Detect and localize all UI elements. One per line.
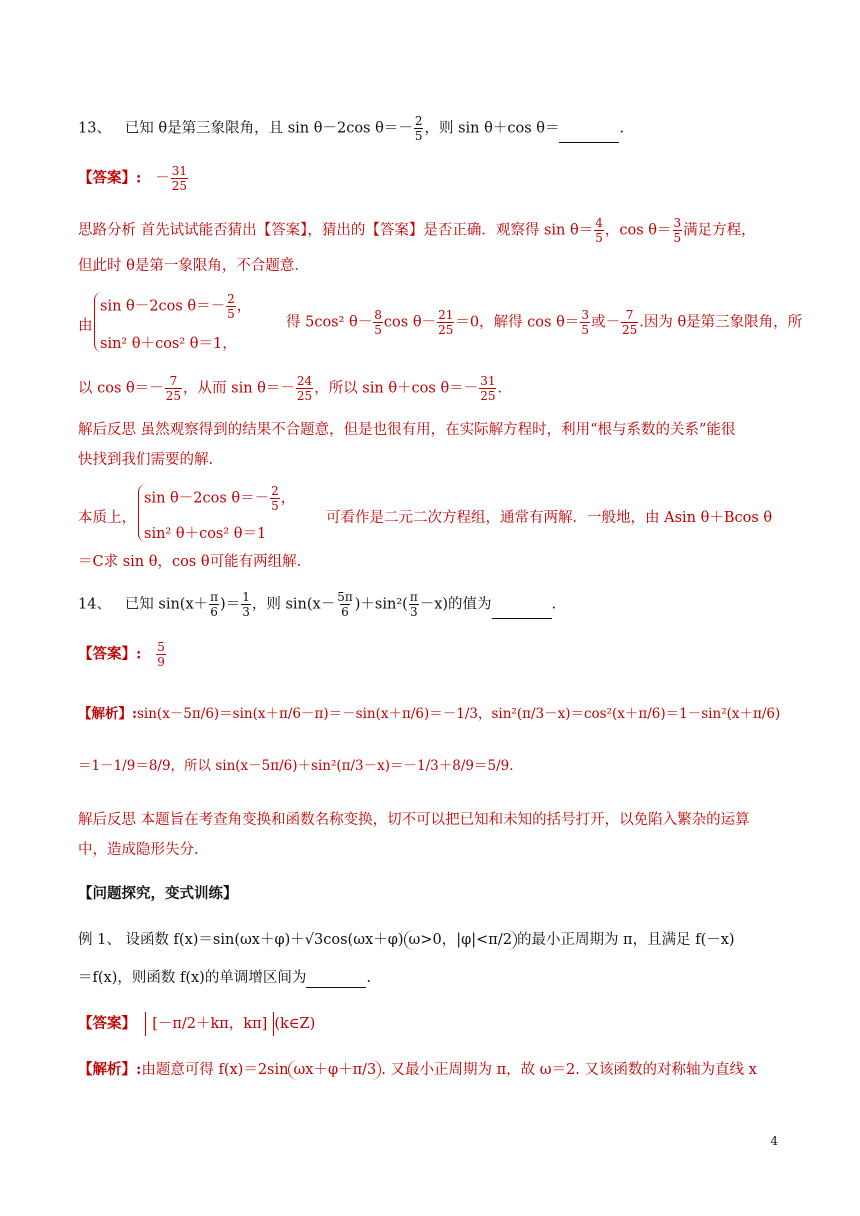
answer-interval: [－π/2＋kπ，kπ] — [145, 1012, 274, 1036]
question-13 — [78, 114, 624, 143]
essence-13: 本质上， sin θ－2cos θ＝－ $\frac{2}{5}$ ， sin² θ＋cos² θ＝1 可看作是二元二次方程组，通常有两解．一般地，由 Asin θ＋Bcos θ — [78, 484, 773, 542]
answer-blank — [492, 605, 552, 619]
essence-13-line2: ＝C求 sin θ，cos θ可能有两组解. — [78, 554, 302, 570]
example-1-line1: 例 1、 设函数 f(x)＝sin(ωx＋φ)＋√3cos(ωx＋φ) ω>0，|φ|<π/2 的最小正周期为 π，且满足 f(－x) — [78, 932, 735, 948]
solution-14-line2: ＝1－1/9＝8/9，所以 sin(x－5π/6)＋sin²(π/3－x)＝－1/3＋8/9＝5/9. — [78, 758, 514, 774]
question-number: 13、 — [78, 120, 111, 137]
question-text: 已知 θ是第三象限角，且 sin θ－2cos θ＝－ — [124, 120, 413, 137]
answer-suffix: (k∈Z) — [274, 1016, 316, 1032]
section-title: 【问题探究，变式训练】 — [78, 885, 238, 902]
answer-fraction: $\frac{5}{9}$ — [157, 640, 165, 669]
condition-bracket: ω>0，|φ|<π/2 — [404, 930, 517, 950]
solution-14-line1: 【解析】:sin(x－5π/6)＝sin(x＋π/6－π)＝－sin(x＋π/6)＝－1/3，sin²(π/3－x)＝cos²(x＋π/6)＝1－sin²(x＋π/6) — [78, 706, 781, 722]
argument-bracket: ωx＋φ＋π/3 — [288, 1060, 381, 1080]
analysis-13-line2: 但此时 θ是第一象限角，不合题意． — [78, 258, 309, 274]
solution-label: 【解析】: — [78, 706, 137, 722]
answer-fraction: $\frac{31}{25}$ — [171, 164, 187, 193]
answer-example-1 — [78, 1012, 315, 1036]
answer-label: 【答案】: — [78, 645, 142, 663]
solution-label: 【解析】: — [78, 1061, 142, 1078]
reflection-13-line1: 解后反思 虽然观察得到的结果不合题意，但是也很有用，在实际解方程时，利用“根与系数的关系”能很 — [78, 422, 736, 438]
conclusion-13: 以 cos θ＝－ $\frac{7}{25}$ ，从而 sin θ＝－ $\frac{24}{25}$ ，所以 sin θ＋cos θ＝－ $\frac{31}{25}$ . — [78, 374, 503, 403]
fraction: $\frac{2}{5}$ — [414, 114, 423, 143]
question-number: 14、 — [78, 596, 111, 613]
answer-label: 【答案】 — [78, 1015, 136, 1032]
answer-blank — [559, 129, 619, 143]
question-14: 14、 已知 sin(x＋ $\frac{\pi}{6}$ )＝ $\frac{1}{3}$ ，则 sin(x－ $\frac{5\pi}{6}$ )＋sin²( $\frac{\pi}{3}$ －x)的值为 . — [78, 590, 557, 619]
reflection-13-line2: 快找到我们需要的解. — [78, 452, 214, 468]
answer-13 — [78, 164, 189, 193]
equation-system-13: 由 sin θ－2cos θ＝－ $\frac{2}{5}$ ， sin² θ＋cos² θ＝1， 得 5cos² θ－ $\frac{8}{5}$ cos θ－ $\frac{21}{25}$ ＝0，解得 cos θ＝ $\frac{3}{5}$ 或－ $\frac{7}{25}$ .因为 θ是第三象限角，所 — [78, 292, 803, 352]
page-number: 4 — [770, 1134, 778, 1148]
period: . — [619, 120, 625, 137]
answer-blank — [306, 974, 366, 988]
solution-example-1: 【解析】:由题意可得 f(x)＝2sin ωx＋φ＋π/3 . 又最小正周期为 π，故 ω＝2. 又该函数的对称轴为直线 x — [78, 1061, 757, 1078]
answer-14 — [78, 640, 167, 669]
answer-sign: － — [155, 170, 170, 187]
reflection-14-line1: 解后反思 本题旨在考查角变换和函数名称变换，切不可以把已知和未知的括号打开，以免陷入繁杂的运算 — [78, 812, 750, 828]
analysis-13-line1: 思路分析 首先试试能否猜出【答案】，猜出的【答案】是否正确．观察得 sin θ＝ $\frac{4}{5}$ ，cos θ＝ $\frac{3}{5}$ 满足方程， — [78, 216, 756, 245]
question-text: ，则 sin θ＋cos θ＝ — [424, 120, 560, 137]
example-1-line2: ＝f(x)，则函数 f(x)的单调增区间为 . — [78, 970, 371, 986]
reflection-14-line2: 中，造成隐形失分. — [78, 842, 199, 858]
answer-label: 【答案】: — [78, 169, 142, 187]
